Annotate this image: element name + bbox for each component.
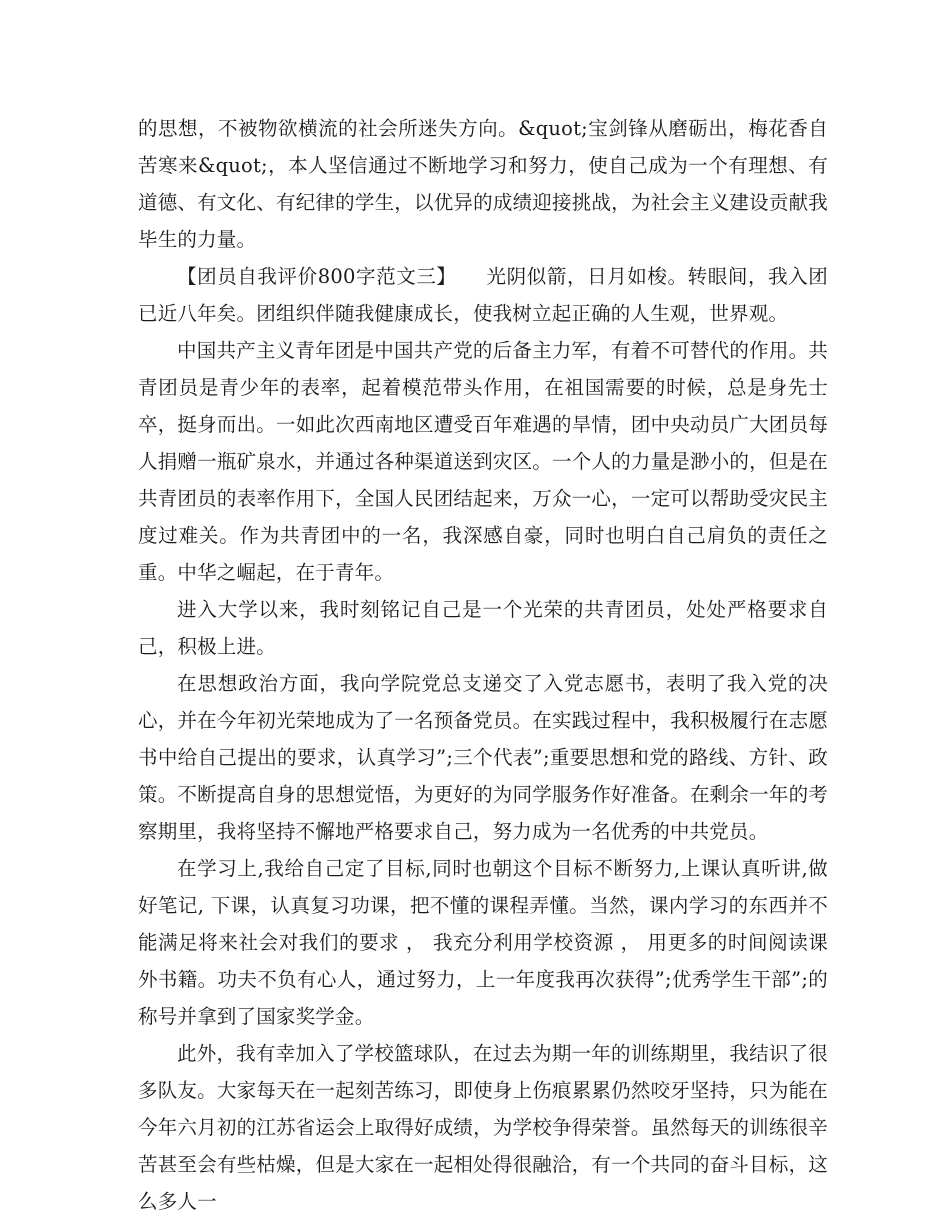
paragraph-5 [138, 665, 828, 850]
paragraph-text: 中国共产主义青年团是中国共产党的后备主力军，有着不可替代的作用。共青团员是青少年的表率，起着模范带头作用，在祖国需要的时候，总是身先士卒，挺身而出。一如此次西南地区遭受百年难遇的旱情，团中央动员广大团员每人捐赠一瓶矿泉水，并通过各种渠道送到灾区。一个人的力量是渺小的，但是在共青团员的表率作用下，全国人民团结起来，万众一心，一定可以帮助受灾民主度过难关。作为共青团中的一名，我深感自豪，同时也明白自己肩负的责任之重。中华之崛起，在于青年。 [138, 339, 828, 584]
paragraph-text: 此外，我有幸加入了学校篮球队，在过去为期一年的训练期里，我结识了很多队友。大家每天在一起刻苦练习，即使身上伤痕累累仍然咬牙坚持，只为能在今年六月初的江苏省运会上取得好成绩，为学校争得荣誉。虽然每天的训练很辛苦甚至会有些枯燥，但是大家在一起相处得很融洽，有一个共同的奋斗目标，这么多人一 [138, 1042, 828, 1213]
section-heading: 【团员自我评价800字范文三】 [177, 265, 457, 288]
paragraph-text: 进入大学以来，我时刻铭记自己是一个光荣的共青团员，处处严格要求自己，积极上进。 [138, 598, 828, 658]
paragraph-1 [138, 110, 828, 258]
paragraph-text: 的思想，不被物欲横流的社会所迷失方向。&quot;宝剑锋从磨砺出，梅花香自苦寒来&quot;，本人坚信通过不断地学习和努力，使自己成为一个有理想、有道德、有文化、有纪律的学生，以优异的成绩迎接挑战，为社会主义建设贡献我毕生的力量。 [138, 117, 828, 251]
paragraph-4 [138, 591, 828, 665]
document-body [138, 110, 828, 1220]
paragraph-2 [138, 258, 828, 332]
paragraph-text: 在学习上,我给自己定了目标,同时也朝这个目标不断努力,上课认真听讲,做好笔记, 下课，认真复习功课，把不懂的课程弄懂。当然，课内学习的东西并不能满足将来社会对我们的要求 ， 我充分利用学校资源 ， 用更多的时间阅读课外书籍。功夫不负有心人，通过努力，上一年度我再次获得”;优秀学生干部”;的称号并拿到了国家奖学金。 [138, 857, 828, 1028]
paragraph-7 [138, 1035, 828, 1220]
paragraph-3 [138, 332, 828, 591]
paragraph-6 [138, 850, 828, 1035]
paragraph-text: 光阴似箭，日月如梭。转眼间，我入团已近八年矣。团组织伴随我健康成长，使我树立起正确的人生观，世界观。 [138, 265, 828, 325]
paragraph-text: 在思想政治方面，我向学院党总支递交了入党志愿书，表明了我入党的决心，并在今年初光荣地成为了一名预备党员。在实践过程中，我积极履行在志愿书中给自己提出的要求，认真学习”;三个代表”;重要思想和党的路线、方针、政策。不断提高自身的思想觉悟，为更好的为同学服务作好准备。在剩余一年的考察期里，我将坚持不懈地严格要求自己，努力成为一名优秀的中共党员。 [138, 672, 828, 843]
